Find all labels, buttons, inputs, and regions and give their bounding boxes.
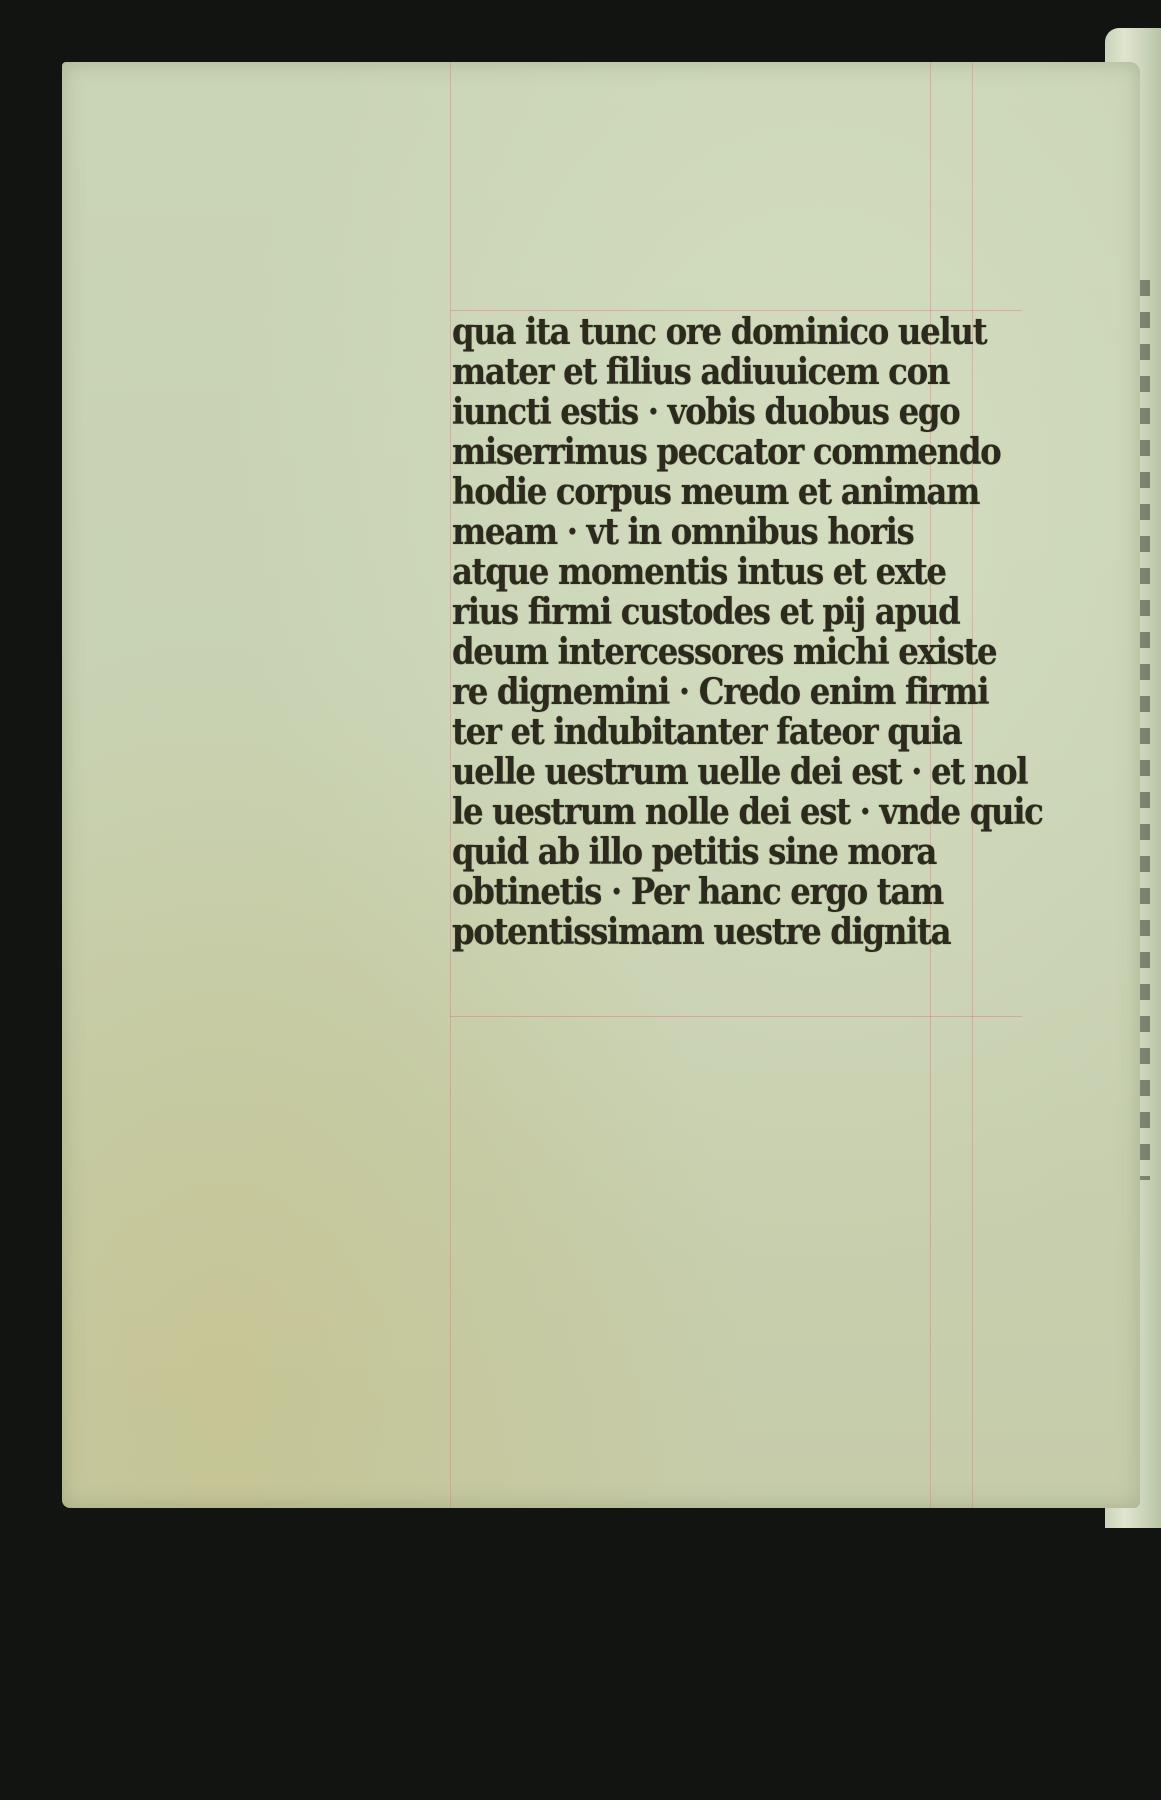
text-line: le uestrum nolle dei est · vnde quic [452,791,1043,833]
manuscript-folio [62,62,1140,1508]
text-line: uelle uestrum uelle dei est · et nol [452,751,1028,793]
text-line: re dignemini · Credo enim firmi [452,671,989,713]
text-line: quid ab illo petitis sine mora [452,831,937,873]
text-line: rius firmi custodes et pij apud [452,591,960,633]
text-line: meam · vt in omnibus horis [452,511,914,553]
text-line: miserrimus peccator commendo [452,431,1001,473]
text-line: iuncti estis · vobis duobus ego [452,391,960,433]
ruling-line-left [450,62,451,1508]
text-line: hodie corpus meum et animam [452,471,980,513]
text-line: obtinetis · Per hanc ergo tam [452,871,943,913]
text-line: ter et indubitanter fateor quia [452,711,962,753]
text-block [452,312,1092,952]
text-line: potentissimam uestre dignita [452,911,951,953]
text-line: mater et filius adiuuicem con [452,351,950,393]
ruling-line-bottom [450,1016,1022,1017]
text-line: qua ita tunc ore dominico uelut [452,311,987,353]
text-line: deum intercessores michi existe [452,631,997,673]
text-line: atque momentis intus et exte [452,551,946,593]
